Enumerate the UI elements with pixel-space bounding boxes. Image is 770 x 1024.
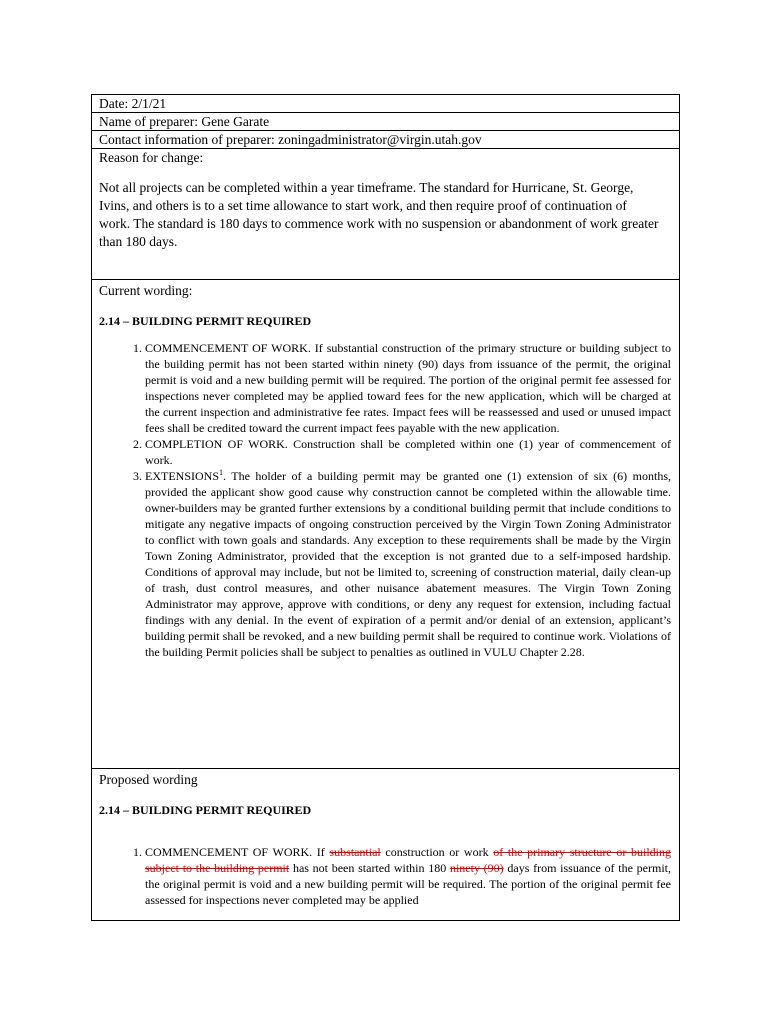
extensions-text: . The holder of a building permit may be granted one (1) extension of six (6) months, provided the applicant show good cause why construction cannot be completed within the allowable time. owner-builders may be granted further extensions by a conditional building permit that include conditions to mitigate any negative impacts of ongoing construction perceived by the Virgin Town Zoning Administrator to conflict with town goals and standards. Any exception to these requirements shall be made by the Virgin Town Zoning Administrator, provided that the exception is not granted due to a self-imposed hardship. Conditions of approval may include, but not be limited to, screening of construction material, daily clean-up of trash, dust control measures, and other nuisance abatement measures. The Virgin Town Zoning Administrator may approve, approve with conditions, or deny any request for extension, including factual findings with any denial. In the event of expiration of a permit and/or denial of an extension, applicant’s building permit shall be revoked, and a new building permit shall be required to continue work. Violations of the building Permit policies shall be subject to penalties as outlined in VULU Chapter 2.28.: [145, 469, 671, 659]
current-item-extensions: [145, 468, 679, 660]
current-wording-cell: [92, 280, 680, 769]
proposed-text-1: COMMENCEMENT OF WORK. If: [145, 845, 330, 859]
current-items-list: [99, 340, 679, 660]
reason-text: Not all projects can be completed within a year timeframe. The standard for Hurricane, St. George, Ivins, and others is to a set time allowance to start work, and then require proof of continuation of work. The standard is 180 days to commence work with no suspension or abandonment of work greater than 180 days.: [99, 180, 659, 249]
proposed-wording-cell: [92, 769, 680, 921]
proposed-wording-label: Proposed wording: [99, 772, 198, 787]
current-item-completion: 2. COMPLETION OF WORK. Construction shall be completed within one (1) year of commencement of work.: [145, 436, 679, 468]
proposed-text-3: has not been started within 180: [289, 861, 450, 875]
change-request-table: [91, 94, 680, 921]
reason-cell: [92, 149, 680, 280]
proposed-text-2: construction or work: [380, 845, 494, 859]
deleted-text-primary-structure: of the primary structure or building subject to the building permit: [145, 845, 671, 875]
proposed-text-4: days from issuance of the permit, the original permit is void and a new building permit will be required. The portion of the original permit fee assessed for inspections never completed may be applied: [145, 861, 671, 907]
proposed-section-heading: 2.14 – BUILDING PERMIT REQUIRED: [99, 803, 312, 817]
current-item-commencement: 1. COMMENCEMENT OF WORK. If substantial construction of the primary structure or building subject to the building permit has not been started within ninety (90) days from issuance of the permit, the original permit is void and a new building permit will be required. The portion of the original permit fee assessed for inspections never completed may be applied toward fees for the new application, which will be charged at the current inspection and administrative fee rates. Impact fees will be reassessed and used or unused impact fees shall be credited toward the current impact fees payable with the new application.: [145, 340, 679, 436]
contact-field: Contact information of preparer: zoningadministrator@virgin.utah.gov: [92, 131, 680, 149]
deleted-text-ninety: ninety (90): [449, 861, 504, 875]
current-section-heading: 2.14 – BUILDING PERMIT REQUIRED: [99, 314, 312, 328]
footnote-marker: 1: [219, 468, 223, 477]
current-wording-label: Current wording:: [99, 283, 193, 298]
preparer-name-field: Name of preparer: Gene Garate: [92, 113, 680, 131]
proposed-item-commencement: [145, 844, 679, 908]
deleted-text-substantial: substantial: [329, 845, 381, 859]
reason-label: Reason for change:: [99, 150, 204, 165]
date-field: Date: 2/1/21: [92, 95, 680, 113]
extensions-prefix: EXTENSIONS: [145, 469, 219, 483]
proposed-items-list: [99, 844, 679, 908]
